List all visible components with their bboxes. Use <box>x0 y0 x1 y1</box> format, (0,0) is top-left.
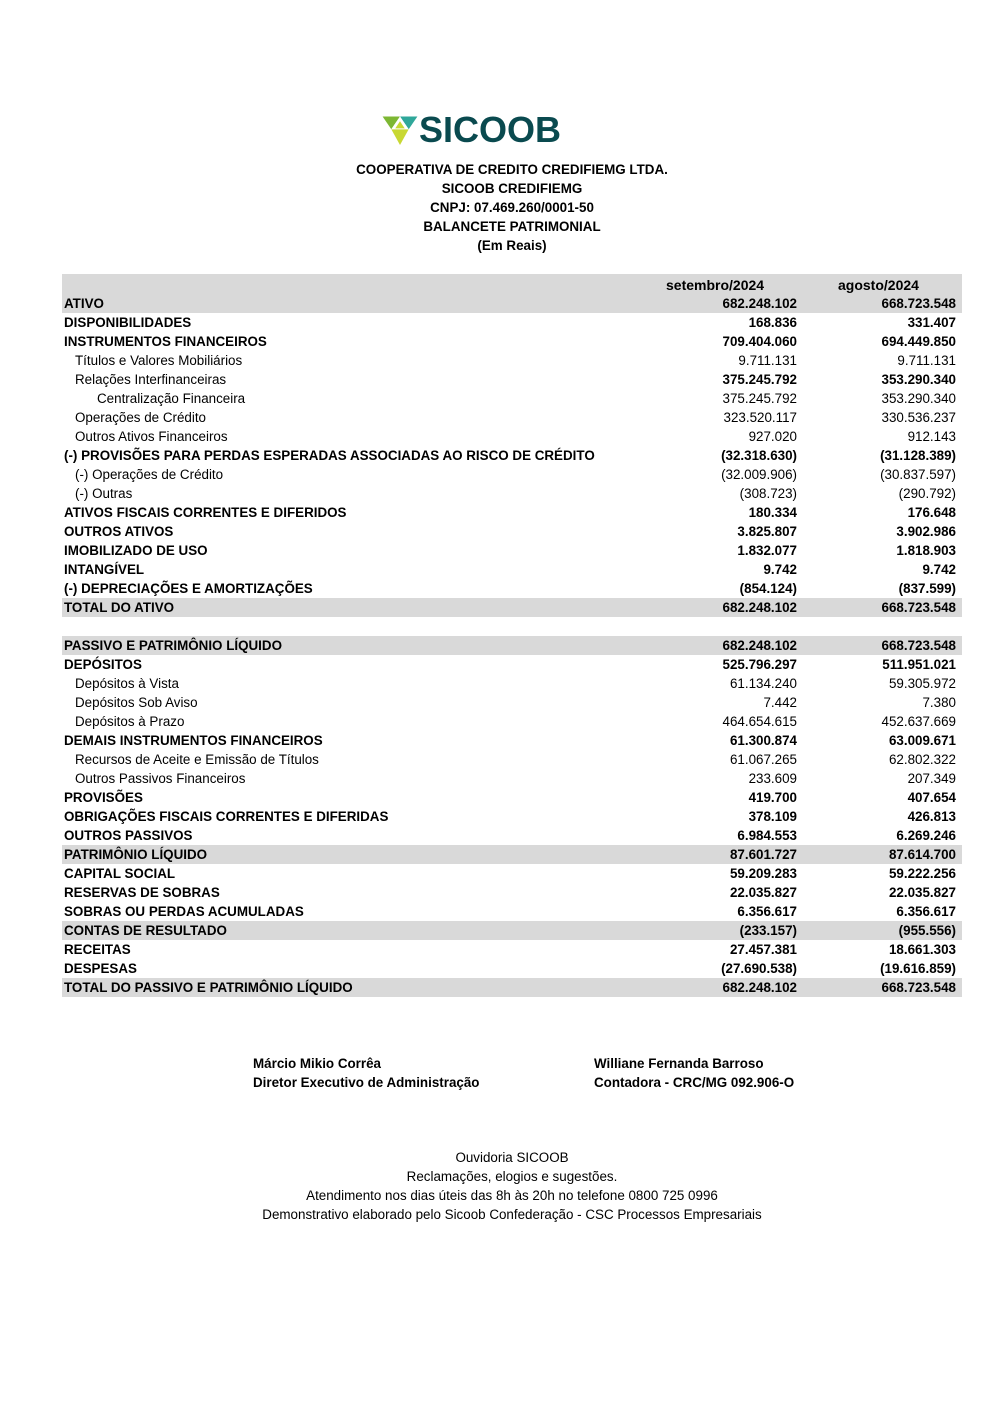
table-row <box>62 788 962 807</box>
value-setembro: 375.245.792 <box>722 391 797 406</box>
table-row <box>62 750 962 769</box>
table-row <box>62 807 962 826</box>
table-row <box>62 522 962 541</box>
table-row <box>62 674 962 693</box>
value-setembro: 233.609 <box>748 771 797 786</box>
value-agosto: 694.449.850 <box>881 334 956 349</box>
table-row <box>62 427 962 446</box>
row-label: ATIVO <box>64 296 104 311</box>
row-label: PATRIMÔNIO LÍQUIDO <box>64 847 208 862</box>
row-label: Relações Interfinanceiras <box>75 372 227 387</box>
table-row <box>62 845 962 864</box>
footer-line: Reclamações, elogios e sugestões. <box>406 1169 618 1184</box>
row-label: DISPONIBILIDADES <box>64 315 192 330</box>
value-setembro: 87.601.727 <box>729 847 797 862</box>
value-setembro: 27.457.381 <box>729 942 797 957</box>
row-label: Operações de Crédito <box>75 410 207 425</box>
table-row <box>62 560 962 579</box>
value-agosto: 668.723.548 <box>881 638 956 653</box>
footer-line: Atendimento nos dias úteis das 8h às 20h no telefone 0800 725 0996 <box>306 1188 718 1203</box>
table-row <box>62 940 962 959</box>
row-label: (-) Operações de Crédito <box>75 467 224 482</box>
table-row <box>62 731 962 750</box>
row-label: (-) DEPRECIAÇÕES E AMORTIZAÇÕES <box>64 581 313 596</box>
value-agosto: (955.556) <box>898 923 956 938</box>
table-row <box>62 313 962 332</box>
value-agosto: 87.614.700 <box>888 847 956 862</box>
row-label: DEMAIS INSTRUMENTOS FINANCEIROS <box>64 733 323 748</box>
row-label: Depósitos Sob Aviso <box>75 695 198 710</box>
value-setembro: 6.356.617 <box>737 904 797 919</box>
row-label: TOTAL DO PASSIVO E PATRIMÔNIO LÍQUIDO <box>64 980 353 995</box>
balance-sheet-table <box>62 274 962 997</box>
table-row-total <box>62 598 962 617</box>
table-row <box>62 864 962 883</box>
value-setembro: 525.796.297 <box>722 657 797 672</box>
section-gap <box>62 617 962 636</box>
report-title: BALANCETE PATRIMONIAL <box>423 219 601 234</box>
value-setembro: (32.009.906) <box>721 467 797 482</box>
value-agosto: 207.349 <box>907 771 956 786</box>
value-agosto: 353.290.340 <box>881 391 956 406</box>
row-label: RECEITAS <box>64 942 131 957</box>
row-label: CONTAS DE RESULTADO <box>64 923 227 938</box>
table-row <box>62 408 962 427</box>
value-agosto: 18.661.303 <box>888 942 956 957</box>
signature-accountant <box>594 1054 794 1092</box>
logo-text: SICOOB <box>418 109 561 150</box>
row-label: Outros Ativos Financeiros <box>75 429 228 444</box>
row-label: OUTROS ATIVOS <box>64 524 174 539</box>
footer-line: Demonstrativo elaborado pelo Sicoob Confederação - CSC Processos Empresariais <box>262 1207 762 1222</box>
table-row <box>62 921 962 940</box>
table-row <box>62 959 962 978</box>
value-agosto: 6.269.246 <box>896 828 956 843</box>
table-row <box>62 484 962 503</box>
value-setembro: 180.334 <box>748 505 797 520</box>
value-setembro: 9.742 <box>763 562 797 577</box>
row-label: RESERVAS DE SOBRAS <box>64 885 220 900</box>
value-setembro: (32.318.630) <box>721 448 797 463</box>
row-label: Outros Passivos Financeiros <box>75 771 246 786</box>
table-row <box>62 693 962 712</box>
signer-name: Márcio Mikio Corrêa <box>253 1056 381 1071</box>
value-setembro: (233.157) <box>739 923 797 938</box>
table-row <box>62 503 962 522</box>
row-label: (-) Outras <box>75 486 133 501</box>
table-row <box>62 636 962 655</box>
sicoob-logo <box>381 108 561 152</box>
value-agosto: 7.380 <box>922 695 956 710</box>
value-agosto: 3.902.986 <box>896 524 956 539</box>
row-label: Títulos e Valores Mobiliários <box>75 353 243 368</box>
row-label: Depósitos à Prazo <box>75 714 185 729</box>
value-setembro: 22.035.827 <box>729 885 797 900</box>
table-row <box>62 465 962 484</box>
value-setembro: (308.723) <box>739 486 797 501</box>
value-agosto: 22.035.827 <box>888 885 956 900</box>
value-setembro: 168.836 <box>748 315 797 330</box>
value-agosto: 176.648 <box>907 505 956 520</box>
value-agosto: 452.637.669 <box>881 714 956 729</box>
signer-name: Williane Fernanda Barroso <box>594 1056 764 1071</box>
row-label: Centralização Financeira <box>97 391 246 406</box>
value-setembro: 375.245.792 <box>722 372 797 387</box>
value-setembro: 59.209.283 <box>729 866 797 881</box>
signer-role: Diretor Executivo de Administração <box>253 1075 480 1090</box>
value-agosto: 1.818.903 <box>896 543 956 558</box>
value-setembro: 61.300.874 <box>729 733 797 748</box>
table-row <box>62 541 962 560</box>
value-agosto: 668.723.548 <box>881 980 956 995</box>
column-header-row <box>62 274 962 294</box>
cooperative-name: SICOOB CREDIFIEMG <box>441 181 583 196</box>
value-setembro: 323.520.117 <box>723 410 797 425</box>
table-row <box>62 712 962 731</box>
document-heading <box>0 160 1000 255</box>
row-label: SOBRAS OU PERDAS ACUMULADAS <box>64 904 304 919</box>
value-setembro: 378.109 <box>748 809 797 824</box>
cnpj: CNPJ: 07.469.260/0001-50 <box>430 200 594 215</box>
value-agosto: 62.802.322 <box>888 752 956 767</box>
row-label: ATIVOS FISCAIS CORRENTES E DIFERIDOS <box>64 505 347 520</box>
table-row <box>62 883 962 902</box>
value-setembro: 682.248.102 <box>722 980 797 995</box>
value-setembro: 682.248.102 <box>722 638 797 653</box>
value-agosto: 668.723.548 <box>881 600 956 615</box>
value-setembro: 9.711.131 <box>738 353 797 368</box>
value-agosto: (31.128.389) <box>880 448 956 463</box>
row-label: CAPITAL SOCIAL <box>64 866 176 881</box>
column-header-agosto: agosto/2024 <box>838 277 919 293</box>
value-setembro: (854.124) <box>739 581 797 596</box>
value-agosto: 407.654 <box>907 790 956 805</box>
value-agosto: 353.290.340 <box>881 372 956 387</box>
row-label: Depósitos à Vista <box>75 676 179 691</box>
table-row <box>62 332 962 351</box>
value-agosto: 511.951.021 <box>882 657 956 672</box>
value-setembro: 6.984.553 <box>737 828 797 843</box>
row-label: INTANGÍVEL <box>64 562 145 577</box>
row-label: DEPÓSITOS <box>64 657 142 672</box>
value-setembro: 3.825.807 <box>737 524 797 539</box>
value-setembro: 419.700 <box>748 790 797 805</box>
row-label: PASSIVO E PATRIMÔNIO LÍQUIDO <box>64 638 282 653</box>
row-label: INSTRUMENTOS FINANCEIROS <box>64 334 267 349</box>
value-agosto: (837.599) <box>898 581 956 596</box>
value-agosto: 668.723.548 <box>881 296 956 311</box>
value-setembro: 682.248.102 <box>722 600 797 615</box>
value-agosto: 912.143 <box>907 429 956 444</box>
value-agosto: 59.222.256 <box>888 866 956 881</box>
value-setembro: 682.248.102 <box>722 296 797 311</box>
table-row-total <box>62 978 962 997</box>
row-label: Recursos de Aceite e Emissão de Títulos <box>75 752 319 767</box>
row-label: OUTROS PASSIVOS <box>64 828 193 843</box>
value-setembro: 709.404.060 <box>722 334 797 349</box>
value-agosto: (19.616.859) <box>880 961 956 976</box>
footer-line: Ouvidoria SICOOB <box>455 1150 569 1165</box>
company-name: COOPERATIVA DE CREDITO CREDIFIEMG LTDA. <box>356 162 668 177</box>
row-label: DESPESAS <box>64 961 137 976</box>
value-setembro: 927.020 <box>748 429 797 444</box>
value-agosto: 63.009.671 <box>888 733 956 748</box>
value-setembro: 1.832.077 <box>737 543 797 558</box>
row-label: OBRIGAÇÕES FISCAIS CORRENTES E DIFERIDAS <box>64 809 389 824</box>
table-row <box>62 655 962 674</box>
table-row <box>62 902 962 921</box>
value-agosto: 331.407 <box>907 315 956 330</box>
row-label: TOTAL DO ATIVO <box>64 600 175 615</box>
signer-role: Contadora - CRC/MG 092.906-O <box>594 1075 795 1090</box>
row-label: PROVISÕES <box>64 790 143 805</box>
value-setembro: 7.442 <box>763 695 797 710</box>
row-label: IMOBILIZADO DE USO <box>64 543 208 558</box>
value-agosto: 6.356.617 <box>896 904 956 919</box>
value-agosto: 9.742 <box>922 562 956 577</box>
value-agosto: 59.305.972 <box>888 676 956 691</box>
column-header-setembro: setembro/2024 <box>666 277 765 293</box>
value-agosto: 9.711.131 <box>897 353 956 368</box>
signature-director <box>253 1054 479 1092</box>
currency-unit: (Em Reais) <box>477 238 547 253</box>
value-agosto: (30.837.597) <box>880 467 956 482</box>
row-label: (-) PROVISÕES PARA PERDAS ESPERADAS ASSOCIADAS AO RISCO DE CRÉDITO <box>64 448 595 463</box>
table-row <box>62 769 962 788</box>
value-setembro: 464.654.615 <box>722 714 797 729</box>
value-setembro: (27.690.538) <box>721 961 797 976</box>
value-agosto: 426.813 <box>907 809 956 824</box>
ombudsman-footer <box>0 1148 1000 1224</box>
table-row <box>62 826 962 845</box>
table-row <box>62 579 962 598</box>
table-row <box>62 294 962 313</box>
table-row <box>62 446 962 465</box>
sicoob-logo-icon <box>381 109 419 151</box>
table-row <box>62 351 962 370</box>
table-row <box>62 389 962 408</box>
value-agosto: 330.536.237 <box>881 410 956 425</box>
table-row <box>62 370 962 389</box>
value-agosto: (290.792) <box>898 486 956 501</box>
value-setembro: 61.067.265 <box>729 752 797 767</box>
value-setembro: 61.134.240 <box>729 676 797 691</box>
